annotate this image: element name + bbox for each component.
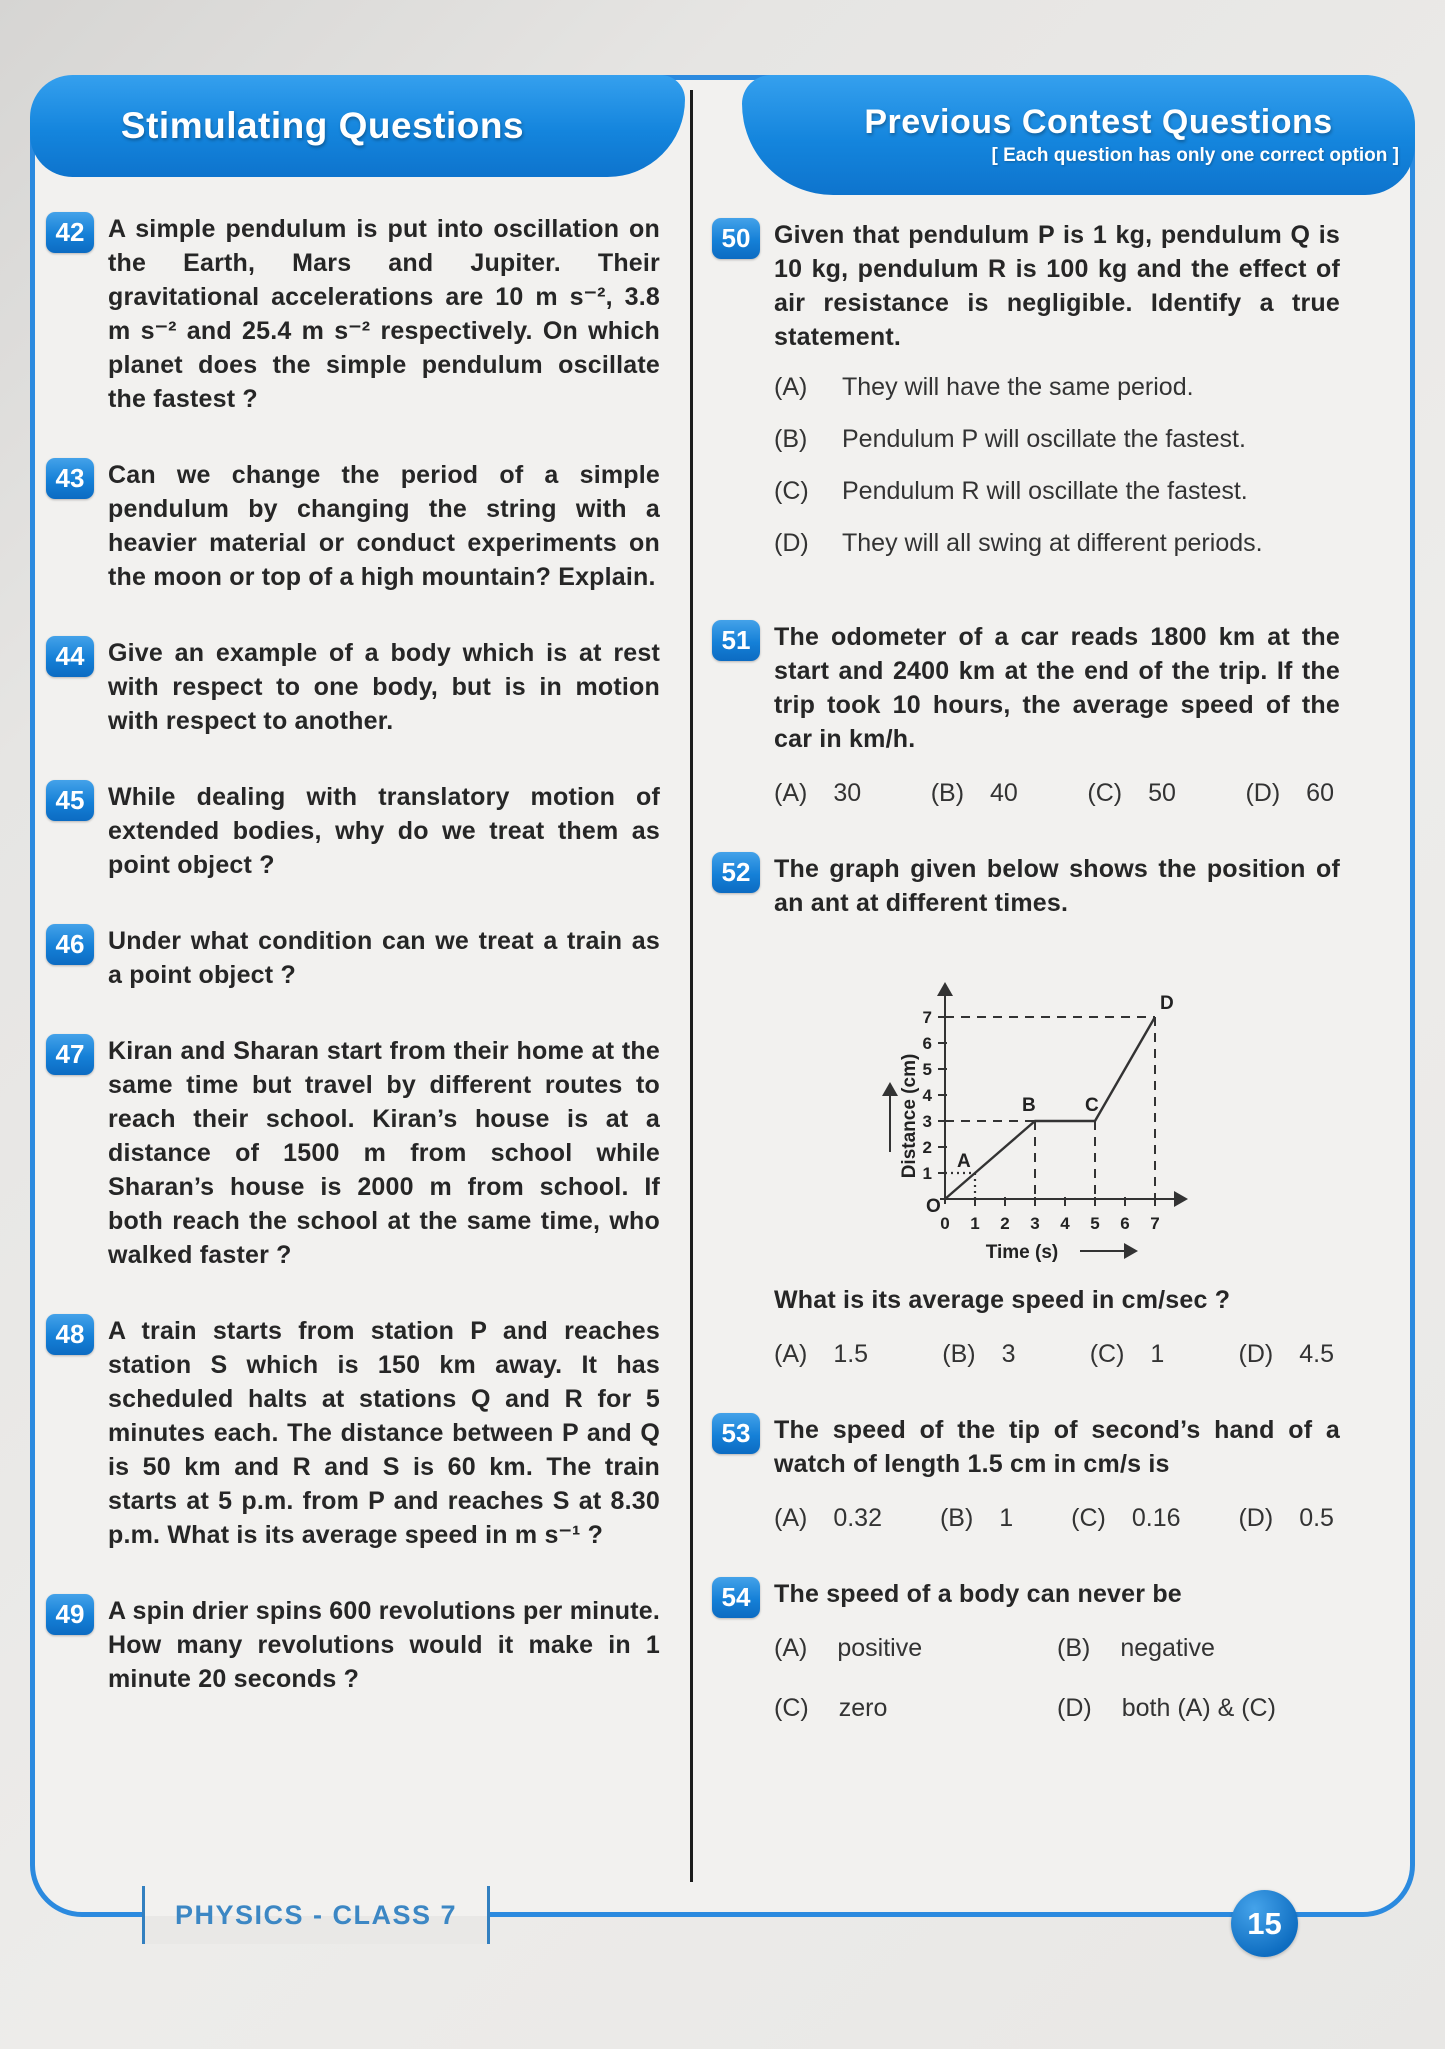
question-number-badge: 43 <box>46 458 94 499</box>
question-number-badge: 54 <box>712 1577 760 1618</box>
question-text: The speed of the tip of second’s hand of a watch of length 1.5 cm in cm/s is <box>774 1416 1340 1478</box>
question-subtext: What is its average speed in cm/sec ? <box>774 1286 1231 1314</box>
question-text: Give an example of a body which is at rest with respect to one body, but is in motion with respect to another. <box>108 639 660 735</box>
position-line <box>945 1017 1155 1199</box>
options-block <box>774 370 1340 560</box>
footer-label: PHYSICS - CLASS 7 <box>145 1886 487 1944</box>
question-text: Can we change the period of a simple pendulum by changing the string with a heavier material or conduct experiments on the moon or top of a high mountain? Explain. <box>108 461 660 591</box>
option-text: zero <box>838 1694 888 1722</box>
x-tick-label: 5 <box>1090 1214 1100 1233</box>
option-label: (D) <box>1238 1340 1274 1368</box>
graph-data-layer <box>923 993 1174 1233</box>
question-text: A simple pendulum is put into oscillation on the Earth, Mars and Jupiter. Their gravitational accelerations are 10 m s⁻², 3.8 m s⁻² and 25.4 m s⁻² respectively. On which planet does the simple pendulum oscillate the fastest ? <box>108 215 660 413</box>
option-label: (B) <box>939 1504 974 1532</box>
distance-time-graph <box>870 934 1230 1266</box>
question-body <box>774 852 1340 1371</box>
option-label: (D) <box>774 529 809 557</box>
y-tick-label: 7 <box>922 1008 932 1027</box>
option-c <box>1090 1337 1165 1371</box>
option-label: (A) <box>774 373 808 401</box>
question-text: Under what condition can we treat a train as a point object ? <box>108 927 660 989</box>
option-text: They will all swing at different periods. <box>842 529 1263 557</box>
question-46 <box>46 924 660 992</box>
question-text: A spin drier spins 600 revolutions per minute. How many revolutions would it make in 1 minute 20 seconds ? <box>108 1597 660 1693</box>
option-d <box>1057 1691 1340 1725</box>
option-text: both (A) & (C) <box>1121 1694 1276 1722</box>
x-tick-label: 6 <box>1120 1214 1130 1233</box>
option-text: 4.5 <box>1299 1340 1334 1368</box>
option-label: (D) <box>1245 779 1281 807</box>
option-b <box>1057 1631 1340 1665</box>
option-label: (C) <box>774 1694 809 1722</box>
right-header-title: Previous Contest Questions <box>864 103 1333 141</box>
question-44 <box>46 636 660 738</box>
option-text: positive <box>837 1634 923 1662</box>
question-51 <box>712 620 1340 810</box>
option-text: 1 <box>999 1504 1014 1532</box>
question-number-badge: 50 <box>712 218 760 259</box>
point-label: O <box>926 1196 941 1217</box>
option-label: (C) <box>1087 779 1123 807</box>
option-text: 1.5 <box>833 1340 869 1368</box>
question-49 <box>46 1594 660 1696</box>
question-45 <box>46 780 660 882</box>
column-divider <box>690 90 693 1882</box>
option-text: 60 <box>1306 779 1334 807</box>
option-label: (D) <box>1238 1504 1274 1532</box>
question-48 <box>46 1314 660 1552</box>
left-header-banner <box>30 75 685 177</box>
question-number-badge: 44 <box>46 636 94 677</box>
option-c <box>1087 776 1176 810</box>
point-label: B <box>1022 1095 1036 1116</box>
question-43 <box>46 458 660 594</box>
x-tick-label: 0 <box>940 1214 950 1233</box>
question-53 <box>712 1413 1340 1535</box>
option-text: They will have the same period. <box>842 373 1194 401</box>
question-number-badge: 49 <box>46 1594 94 1635</box>
question-text: A train starts from station P and reaches station S which is 150 km away. It has scheduled halts at stations Q and R for 5 minutes each. The distance between P and Q is 50 km and R and S is 60 km. The train starts at 5 p.m. from P and reaches S at 8.30 p.m. What is its average speed in m s⁻¹ ? <box>108 1317 660 1549</box>
question-body <box>774 218 1340 578</box>
x-axis-title: Time (s) <box>985 1242 1059 1263</box>
question-number-badge: 52 <box>712 852 760 893</box>
y-tick-label: 3 <box>922 1112 932 1131</box>
options-row <box>774 1337 1340 1371</box>
y-tick-label: 2 <box>922 1138 932 1157</box>
option-label: (B) <box>942 1340 976 1368</box>
question-number-badge: 45 <box>46 780 94 821</box>
right-header-banner <box>742 75 1415 195</box>
question-text: While dealing with translatory motion of extended bodies, why do we treat them as point object ? <box>108 783 660 879</box>
question-number-badge: 42 <box>46 212 94 253</box>
option-text: 1 <box>1150 1340 1165 1368</box>
right-header-subtitle: [ Each question has only one correct option ] <box>991 145 1399 166</box>
option-text: Pendulum P will oscillate the fastest. <box>842 425 1246 453</box>
question-text: The graph given below shows the position of an ant at different times. <box>774 855 1340 917</box>
y-tick-label: 6 <box>922 1034 932 1053</box>
option-label: (A) <box>774 1634 808 1662</box>
option-label: (B) <box>774 425 808 453</box>
option-c <box>774 1691 1057 1725</box>
option-label: (C) <box>1089 1340 1125 1368</box>
y-tick-label: 1 <box>922 1164 932 1183</box>
option-c <box>1071 1501 1180 1535</box>
graph-container <box>870 934 1340 1271</box>
x-tick-label: 2 <box>1000 1214 1010 1233</box>
option-a <box>774 1631 1057 1665</box>
option-text: 0.32 <box>833 1504 882 1532</box>
option-label: (C) <box>774 477 809 505</box>
option-a <box>774 776 861 810</box>
options-row <box>774 1501 1340 1535</box>
left-header-title: Stimulating Questions <box>120 105 525 146</box>
y-tick-label: 5 <box>922 1060 932 1079</box>
option-a <box>774 1501 882 1535</box>
question-42 <box>46 212 660 416</box>
question-text: The odometer of a car reads 1800 km at the start and 2400 km at the end of the trip. If the trip took 10 hours, the average speed of the car in km/h. <box>774 623 1340 753</box>
question-body <box>774 1413 1340 1535</box>
option-text: 40 <box>990 779 1018 807</box>
point-label: C <box>1085 1095 1099 1116</box>
option-b <box>942 1337 1015 1371</box>
x-tick-label: 4 <box>1060 1214 1070 1233</box>
question-body <box>774 1577 1340 1725</box>
question-number-badge: 48 <box>46 1314 94 1355</box>
option-label: (A) <box>774 1340 808 1368</box>
question-text: The speed of a body can never be <box>774 1580 1182 1608</box>
option-d <box>1238 1501 1333 1535</box>
option-label: (B) <box>930 779 965 807</box>
option-text: negative <box>1120 1634 1215 1662</box>
x-tick-label: 3 <box>1030 1214 1040 1233</box>
option-label: (A) <box>774 779 808 807</box>
option-label: (A) <box>774 1504 808 1532</box>
option-d <box>1239 1337 1334 1371</box>
option-text: 30 <box>833 779 862 807</box>
option-label: (D) <box>1057 1694 1092 1722</box>
footer-right-tick <box>487 1886 490 1944</box>
option-label: (C) <box>1071 1504 1106 1532</box>
options-grid <box>774 1631 1340 1725</box>
x-tick-label: 7 <box>1150 1214 1160 1233</box>
option-label: (B) <box>1057 1634 1091 1662</box>
right-column <box>712 218 1340 1767</box>
question-number-badge: 53 <box>712 1413 760 1454</box>
x-tick-label: 1 <box>970 1214 980 1233</box>
point-label: D <box>1160 993 1174 1014</box>
question-50 <box>712 218 1340 578</box>
option-b <box>774 422 1340 456</box>
y-tick-label: 4 <box>922 1086 932 1105</box>
page-number-badge: 15 <box>1231 1890 1298 1957</box>
left-column <box>46 212 660 1738</box>
options-row <box>774 776 1340 810</box>
point-label: A <box>957 1151 971 1172</box>
option-text: 0.16 <box>1131 1504 1181 1532</box>
option-b <box>940 1501 1013 1535</box>
question-52 <box>712 852 1340 1371</box>
question-text: Kiran and Sharan start from their home at the same time but travel by different routes to reach their school. Kiran’s house is at a distance of 1500 m from school while Sharan’s house is 2000 m from school. If both reach the school at the same time, who walked faster ? <box>108 1037 660 1269</box>
question-number-badge: 47 <box>46 1034 94 1075</box>
option-b <box>931 776 1018 810</box>
option-a <box>774 1337 868 1371</box>
option-c <box>774 474 1340 508</box>
option-d <box>1245 776 1334 810</box>
question-text: Given that pendulum P is 1 kg, pendulum Q is 10 kg, pendulum R is 100 kg and the effect of air resistance is negligible. Identify a true statement. <box>774 221 1340 351</box>
question-body <box>774 620 1340 810</box>
question-54 <box>712 1577 1340 1725</box>
y-axis-title: Distance (cm) <box>899 1053 920 1179</box>
option-text: 0.5 <box>1299 1504 1334 1532</box>
question-number-badge: 51 <box>712 620 760 661</box>
question-47 <box>46 1034 660 1272</box>
option-text: 50 <box>1148 779 1176 807</box>
option-text: 3 <box>1001 1340 1016 1368</box>
option-text: Pendulum R will oscillate the fastest. <box>842 477 1248 505</box>
option-a <box>774 370 1340 404</box>
option-d <box>774 526 1340 560</box>
question-number-badge: 46 <box>46 924 94 965</box>
footer <box>142 1886 490 1944</box>
